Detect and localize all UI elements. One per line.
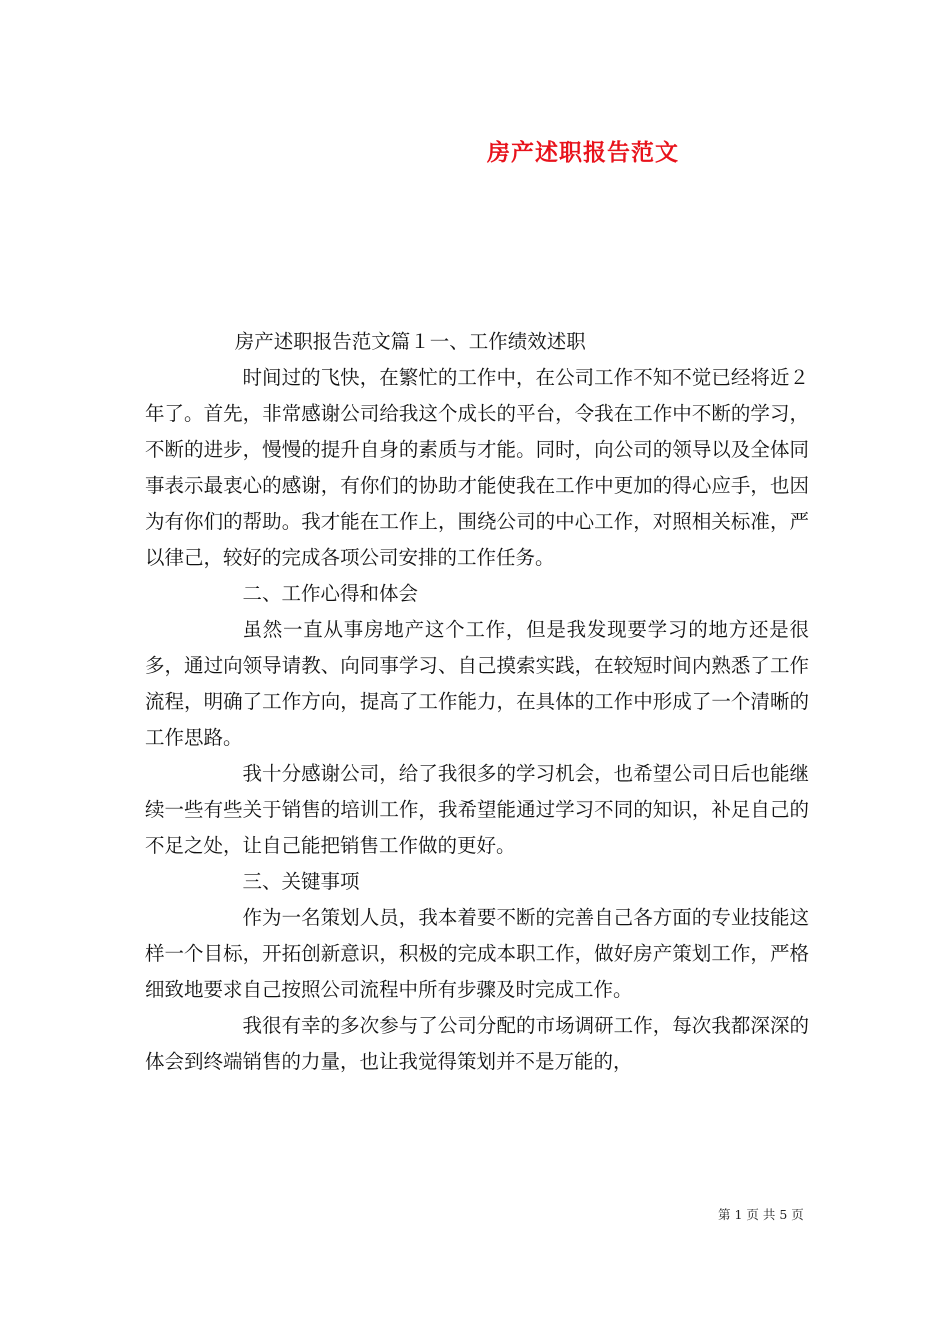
paragraph-gratitude: 我十分感谢公司，给了我很多的学习机会，也希望公司日后也能继续一些有些关于销售的培训工作，我希望能通过学习不同的知识，补足自己的不足之处，让自己能把销售工作做的更好。 xyxy=(145,762,809,857)
paragraph-key-matters: 作为一名策划人员，我本着要不断的完善自己各方面的专业技能这样一个目标，开拓创新意识，积极的完成本职工作，做好房产策划工作，严格细致地要求自己按照公司流程中所有步骤及时完成工作。 xyxy=(145,906,809,1001)
paragraph-work-performance: 时间过的飞快，在繁忙的工作中，在公司工作不知不觉已经将近２年了。首先，非常感谢公司给我这个成长的平台，令我在工作中不断的学习，不断的进步，慢慢的提升自身的素质与才能。同时，向公司的领导以及全体同事表示最衷心的感谢，有你们的协助才能使我在工作中更加的得心应手，也因为有你们的帮助。我才能在工作上，围绕公司的中心工作，对照相关标准，严以律己，较好的完成各项公司安排的工作任务。 xyxy=(145,366,809,569)
document-title: 房产述职报告范文 xyxy=(487,139,679,166)
section-intro-heading: 房产述职报告范文篇１一、工作绩效述职 xyxy=(234,330,586,353)
section-heading-key-matters: 三、关键事项 xyxy=(242,870,360,893)
section-heading-experience: 二、工作心得和体会 xyxy=(242,582,419,605)
paragraph-experience: 虽然一直从事房地产这个工作，但是我发现要学习的地方还是很多，通过向领导请教、向同事学习、自己摸索实践，在较短时间内熟悉了工作流程，明确了工作方向，提高了工作能力，在具体的工作中形成了一个清晰的工作思路。 xyxy=(145,618,809,749)
page-number-footer: 第 1 页 共 5 页 xyxy=(718,1207,804,1222)
paragraph-market-research: 我很有幸的多次参与了公司分配的市场调研工作，每次我都深深的体会到终端销售的力量，也让我觉得策划并不是万能的， xyxy=(145,1014,809,1073)
document-body xyxy=(145,324,809,1080)
